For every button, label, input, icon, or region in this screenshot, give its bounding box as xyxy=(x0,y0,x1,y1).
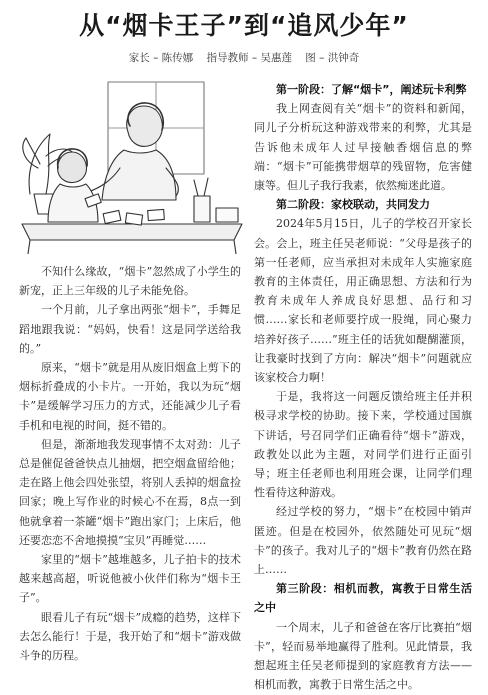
paragraph: 经过学校的努力，“烟卡”在校园中销声匿迹。但是在校园外，依然随处可见玩“烟卡”的孩子。我对儿子的“烟卡”教育仍然在路上…… xyxy=(254,505,472,577)
article-byline: 家长 – 陈传娜 指导教师 – 吴惠莲 图 – 洪钟奇 xyxy=(128,52,360,64)
paragraph: 家里的“烟卡”越堆越多，儿子拍卡的技术越来越高超，听说他被小伙伴们称为“烟卡王子”。 xyxy=(19,553,241,605)
section-heading: 第一阶段：了解“烟卡”，阐述玩卡利弊 xyxy=(276,83,467,96)
parent-child-cards-illustration xyxy=(16,76,248,254)
paragraph: 一个月前，儿子拿出两张“烟卡”，手舞足蹈地跟我说：“妈妈，快看！这是同学送给我的。” xyxy=(19,303,241,355)
paragraph: 原来，“烟卡”就是用从废旧烟盒上剪下的烟标折叠成的小卡片。一开始，我以为玩“烟卡”是缓解学习压力的方式，还能减少儿子看手机和电视的时间，挺不错的。 xyxy=(19,361,241,432)
paragraph: 但是，渐渐地我发现事情不太对劲：儿子总是催促爸爸快点儿抽烟，把空烟盒留给他；走在路上他会四处张望，将别人丢掉的烟盒捡回家；晚上写作业的时候心不在焉，8点一到他就拿着一茶罐“烟卡”跑出家门；上床后，他还要恋恋不舍地摸摸“宝贝”再睡觉…… xyxy=(19,437,241,547)
paragraph: 我上网查阅有关“烟卡”的资料和新闻，同儿子分析玩这种游戏带来的利弊，尤其是告诉他未成年人过早接触香烟信息的弊端：“烟卡”可能携带烟草的残留物，危害健康等。但儿子我行我素，依然痴迷此道。 xyxy=(254,102,472,193)
paragraph: 不知什么缘故，“烟卡”忽然成了小学生的新宠，正上三年级的儿子未能免俗。 xyxy=(19,265,241,298)
paragraph: 2024年5月15日，儿子的学校召开家长会。会上，班主任吴老师说：“父母是孩子的第一任老师，应当承担对未成年人实施家庭教育的主体责任，用正确思想、方法和行为教育未成年人养成良好思想、品行和习惯……家长和老师要拧成一股绳，同心聚力培养好孩子……”班主任的话犹如醍醐灌顶，让我豪时找到了方向：解决“烟卡”问题就应该家校合力啊！ xyxy=(254,217,472,385)
section-heading: 第二阶段：家校联动，共同发力 xyxy=(276,198,430,212)
right-column xyxy=(254,80,472,695)
section-heading: 第三阶段：相机而教，寓教于日常生活之中 xyxy=(254,582,472,615)
paragraph: 眼看儿子有玩“烟卡”成瘾的趋势，这样下去怎么能行！于是，我开始了和“烟卡”游戏做斗争的历程。 xyxy=(19,610,241,663)
article-title: 从“烟卡王子”到“追风少年” xyxy=(79,11,409,40)
left-column xyxy=(19,262,241,665)
paragraph: 于是，我将这一问题反馈给班主任并积极寻求学校的协助。接下来，学校通过国旗下讲话，号召同学们正确看待“烟卡”游戏，政教处以此为主题，对同学们进行正面引导；班主任老师也利用班会课，让同学们理性看待这种游戏。 xyxy=(254,390,472,500)
paragraph: 一个周末，儿子和爸爸在客厅比赛拍“烟卡”，轻而易举地赢得了胜利。见此情景，我想起班主任吴老师提到的家庭教育方法——相机而教，寓教于日常生活之中。 xyxy=(254,620,472,692)
